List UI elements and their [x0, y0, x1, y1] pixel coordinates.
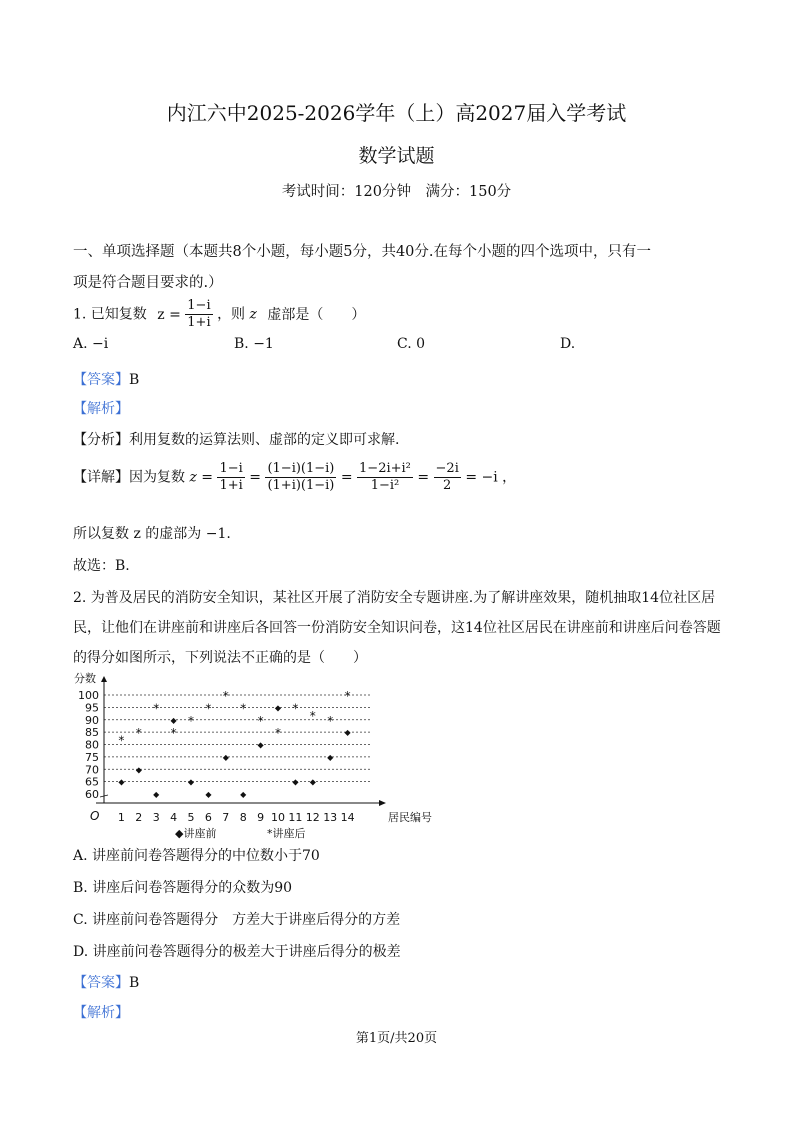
- q1-fenxi-bracket: 【分析】: [73, 432, 129, 448]
- q1-option-b: B. −1: [234, 336, 274, 352]
- chart-point-after: *: [153, 701, 160, 716]
- q1-detail-frac2: [265, 461, 336, 494]
- q2-answer-value: B: [129, 975, 140, 991]
- q2-score-chart: [60, 668, 432, 840]
- q1-analysis: [73, 398, 129, 418]
- chart-point-before: ◆: [274, 703, 282, 713]
- chart-point-before: ◆: [135, 765, 142, 775]
- chart-y-tick-label: 70: [85, 763, 99, 777]
- q2-analysis: [73, 1002, 129, 1022]
- chart-legend-before: ◆讲座前: [175, 827, 217, 840]
- chart-point-before: ◆: [118, 777, 125, 787]
- chart-point-after: *: [222, 689, 229, 703]
- chart-y-label: 分数: [74, 672, 96, 685]
- chart-point-before: ◆: [170, 715, 177, 725]
- q1-detail-frac3-den: 1−i²: [370, 478, 400, 493]
- chart-x-tick-label: 4: [170, 811, 178, 824]
- chart-y-tick-label: 90: [85, 713, 99, 727]
- chart-point-after: *: [170, 726, 177, 741]
- chart-y-tick-label: 80: [85, 738, 99, 752]
- chart-legend-after: *讲座后: [267, 827, 306, 840]
- q2-option-a: A. 讲座前问卷答题得分的中位数小于70: [73, 848, 320, 864]
- q1-fenxi: [73, 429, 399, 449]
- q1-detail-frac4-num: −2i: [435, 461, 459, 476]
- chart-x-tick-label: 11: [288, 811, 303, 824]
- chart-point-after: *: [275, 726, 281, 741]
- q1-detail-frac3-num: 1−2i+i²: [359, 461, 411, 476]
- chart-x-tick-label: 5: [187, 811, 195, 824]
- q2-stem-line2: 民，让他们在讲座前和讲座后各回答一份消防安全知识问卷，这14位社区居民在讲座前和讲座后问卷答题: [73, 620, 721, 636]
- chart-point-after: *: [188, 713, 194, 728]
- chart-point-after: *: [309, 708, 316, 723]
- q1-frac-den: 1+i: [187, 315, 211, 330]
- q1-prefix: 1. 已知复数: [73, 306, 147, 323]
- chart-x-tick-label: 7: [222, 811, 230, 824]
- chart-point-before: ◆: [327, 752, 334, 762]
- section-heading-line1: 一、单项选择题（本题共8个小题，每小题5分，共40分.在每个小题的四个选项中，只有一: [73, 244, 652, 260]
- q1-detail-frac2-num: (1−i)(1−i): [267, 461, 335, 476]
- chart-x-tick-label: 1: [117, 811, 125, 824]
- q1-z: z: [249, 306, 257, 323]
- chart-point-after: *: [135, 726, 142, 741]
- chart-x-tick-label: 2: [135, 811, 143, 824]
- q1-detail-end: = −i ，: [465, 469, 517, 486]
- q1-detail-bracket: 【详解】: [73, 469, 129, 486]
- q1-mid: ，则: [217, 306, 246, 323]
- chart-point-after: *: [327, 713, 334, 728]
- chart-point-after: *: [240, 701, 247, 716]
- chart-point-before: ◆: [309, 777, 316, 787]
- chart-x-tick-label: 12: [305, 811, 320, 824]
- q1-fenxi-text: 利用复数的运算法则、虚部的定义即可求解.: [129, 432, 400, 448]
- chart-point-before: ◆: [240, 790, 247, 799]
- q2-option-d: D. 讲座前问卷答题得分的极差大于讲座后得分的极差: [73, 944, 401, 960]
- exam-subtitle: 数学试题: [358, 145, 435, 167]
- chart-x-label: 居民编号: [388, 811, 432, 824]
- q1-z-label: z =: [157, 306, 181, 323]
- chart-origin-label: O: [90, 809, 100, 823]
- chart-point-before: ◆: [344, 728, 351, 738]
- q1-detail-frac2-den: (1+i)(1−i): [267, 478, 335, 493]
- q2-answer: [73, 972, 139, 992]
- q1-answer-bracket: 【答案】: [73, 372, 129, 388]
- q1-detail-frac4: [434, 461, 461, 494]
- exam-info: 考试时间：120分钟 满分：150分: [281, 184, 512, 200]
- chart-y-tick-label: 85: [85, 726, 99, 740]
- q1-option-d: D.: [560, 336, 576, 352]
- page-footer: 第1页/共20页: [355, 1031, 438, 1046]
- q1-answer: [73, 369, 139, 389]
- chart-x-tick-label: 6: [204, 811, 212, 824]
- chart-point-after: *: [118, 733, 125, 748]
- q1-detail-frac1-num: 1−i: [219, 461, 243, 476]
- q1-frac-num: 1−i: [187, 298, 211, 313]
- q1-analysis-bracket: 【解析】: [73, 401, 129, 417]
- section-heading-line2: 项是符合题目要求的.）: [73, 275, 223, 291]
- q1-choice: 故选：B.: [73, 558, 130, 574]
- q1-answer-value: B: [129, 372, 140, 388]
- q2-stem-line3: 的得分如图所示，下列说法不正确的是（ ）: [73, 650, 367, 666]
- chart-y-tick-label: 100: [78, 689, 99, 702]
- chart-point-before: ◆: [292, 777, 299, 787]
- chart-point-before: ◆: [153, 790, 160, 799]
- chart-x-tick-label: 3: [152, 811, 160, 824]
- chart-point-before: ◆: [205, 790, 212, 799]
- q1-detail-frac3: [357, 461, 413, 494]
- q1-conclusion: 所以复数 z 的虚部为 −1.: [73, 526, 231, 542]
- chart-y-tick-label: 95: [85, 701, 99, 715]
- q2-option-c: C. 讲座前问卷答题得分 方差大于讲座后得分的方差: [73, 912, 401, 928]
- q1-detail: 【详解】因为复数 z = $\frac{1-i}{1+i}$ = $\frac{(1-i)(1-i)}{(1+i)(1-i)}$ = $\frac{\text{1−2i+i²}}{\text{1−i²}}$ = $\frac{-2i}{2}$ = −i ，: [73, 461, 517, 493]
- chart-y-tick-label: 75: [85, 750, 99, 764]
- chart-point-after: *: [205, 701, 212, 716]
- chart-x-tick-label: 8: [239, 811, 247, 824]
- chart-point-before: ◆: [257, 740, 264, 750]
- q2-analysis-bracket: 【解析】: [73, 1005, 129, 1021]
- q2-answer-bracket: 【答案】: [73, 975, 129, 991]
- q1-option-a: A. −i: [73, 336, 109, 352]
- chart-y-tick-label: 65: [85, 775, 99, 789]
- question-1-stem: [73, 298, 365, 331]
- q2-stem-line1: 2. 为普及居民的消防安全知识，某社区开展了消防安全专题讲座.为了解讲座效果，随机抽取14位社区居: [73, 590, 716, 606]
- q2-option-b: B. 讲座后问卷答题得分的众数为90: [73, 880, 293, 896]
- q1-detail-frac1: [217, 461, 244, 494]
- chart-y-axis-arrow: [101, 676, 107, 682]
- chart-point-after: *: [257, 713, 264, 728]
- q1-suffix: 虚部是（ ）: [267, 306, 366, 323]
- q1-detail-prefix: 因为复数: [129, 469, 185, 486]
- q1-detail-frac1-den: 1+i: [219, 478, 243, 493]
- chart-x-tick-label: 14: [340, 811, 355, 824]
- chart-point-before: ◆: [187, 777, 195, 787]
- q1-fraction: [185, 298, 212, 331]
- chart-point-after: *: [344, 689, 351, 703]
- chart-x-tick-label: 9: [257, 811, 265, 824]
- chart-y-tick-label: 60: [85, 788, 99, 801]
- chart-x-tick-label: 13: [323, 811, 338, 824]
- q1-option-c: C. 0: [397, 336, 426, 352]
- chart-point-after: *: [292, 701, 299, 716]
- chart-point-before: ◆: [222, 752, 229, 762]
- q1-detail-frac4-den: 2: [443, 478, 452, 493]
- chart-x-axis-arrow: [379, 800, 386, 806]
- exam-title: 内江六中2025-2026学年（上）高2027届入学考试: [166, 101, 627, 125]
- chart-x-tick-label: 10: [271, 811, 285, 824]
